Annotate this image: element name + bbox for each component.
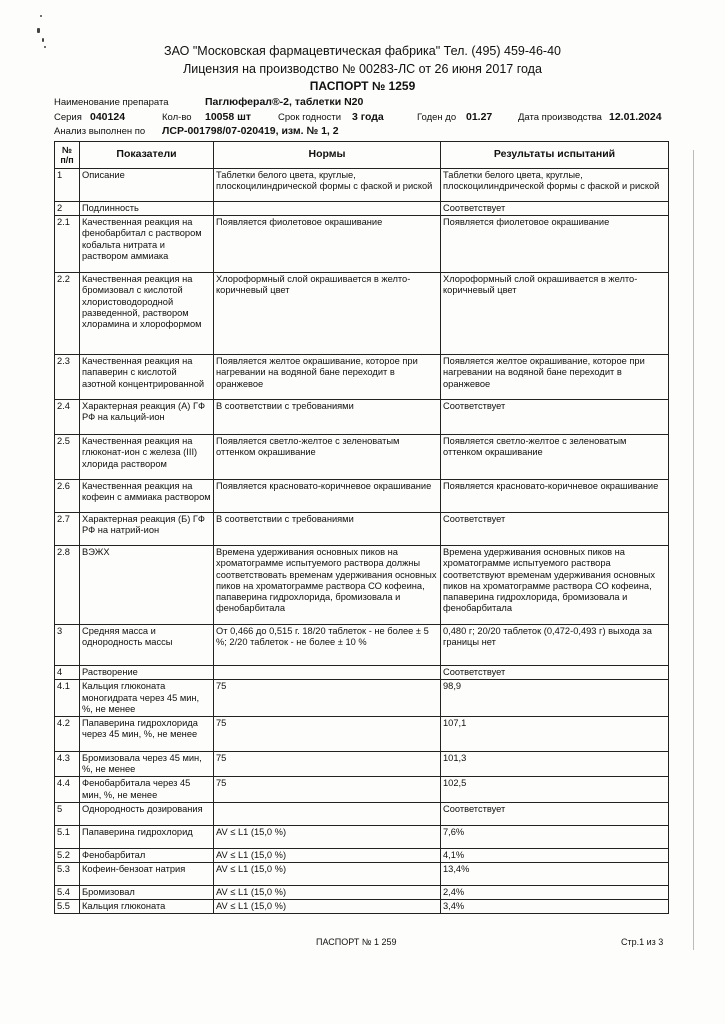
license-line: Лицензия на производство № 00283-ЛС от 26 июня 2017 года (183, 62, 542, 76)
table-row (55, 886, 669, 900)
company-line: ЗАО "Московская фармацевтическая фабрика" Тел. (495) 459-46-40 (164, 44, 561, 58)
table-row (55, 400, 669, 435)
series-value: 040124 (90, 111, 126, 123)
row-norm: В соответствии с требованиями (214, 513, 441, 546)
table-row (55, 666, 669, 680)
row-indicator: Растворение (80, 666, 214, 680)
row-norm: В соответствии с требованиями (214, 400, 441, 435)
table-row (55, 435, 669, 480)
table-row (55, 863, 669, 886)
row-result: Соответствует (441, 400, 669, 435)
row-result: Появляется светло-желтое с зеленоватым оттенком окрашивание (441, 435, 669, 480)
row-indicator: Качественная реакция на кофеин с аммиака раствором (80, 480, 214, 513)
table-row (55, 717, 669, 752)
table-body (55, 169, 669, 914)
col-header-indicator: Показатели (80, 142, 214, 169)
row-result: 3,4% (441, 900, 669, 914)
col-header-norm: Нормы (214, 142, 441, 169)
row-number: 4 (55, 666, 80, 680)
row-number: 4.2 (55, 717, 80, 752)
table-row (55, 480, 669, 513)
expiry-value: 01.27 (466, 111, 493, 123)
row-result: Соответствует (441, 802, 669, 825)
row-number: 5 (55, 802, 80, 825)
row-result: 107,1 (441, 717, 669, 752)
row-norm (214, 666, 441, 680)
row-number: 2.6 (55, 480, 80, 513)
row-number: 5.2 (55, 848, 80, 862)
row-norm: 75 (214, 717, 441, 752)
quantity-value: 10058 шт (205, 111, 252, 123)
analysis-value: ЛСР-001798/07-020419, изм. № 1, 2 (162, 125, 339, 137)
analysis-label: Анализ выполнен по (54, 126, 146, 137)
page-number: Стр.1 из 3 (621, 937, 664, 947)
row-norm: 75 (214, 680, 441, 717)
row-indicator: Бромизовал (80, 886, 214, 900)
production-date-value: 12.01.2024 (609, 111, 662, 123)
row-norm (214, 802, 441, 825)
row-result: 7,6% (441, 825, 669, 848)
row-norm: AV ≤ L1 (15,0 %) (214, 848, 441, 862)
table-row (55, 546, 669, 625)
row-result: Хлороформный слой окрашивается в желто-коричневый цвет (441, 273, 669, 355)
table-row (55, 273, 669, 355)
footer-passport-number: ПАСПОРТ № 1 259 (316, 937, 397, 947)
row-number: 4.1 (55, 680, 80, 717)
row-result: 4,1% (441, 848, 669, 862)
row-norm: AV ≤ L1 (15,0 %) (214, 900, 441, 914)
row-indicator: Однородность дозирования (80, 802, 214, 825)
table-row (55, 680, 669, 717)
row-norm: Таблетки белого цвета, круглые, плоскоцилиндрической формы с фаской и риской (214, 169, 441, 202)
row-indicator: Качественная реакция на глюконат-ион с железа (III) хлорида раствором (80, 435, 214, 480)
passport-title: ПАСПОРТ № 1259 (309, 79, 416, 93)
row-indicator: Качественная реакция на папаверин с кислотой азотной концентрированной (80, 355, 214, 400)
row-result: 13,4% (441, 863, 669, 886)
row-number: 2.3 (55, 355, 80, 400)
table-row (55, 513, 669, 546)
row-result: Соответствует (441, 666, 669, 680)
series-label: Серия (54, 112, 82, 123)
row-number: 5.1 (55, 825, 80, 848)
shelf-life-value: 3 года (352, 111, 384, 123)
row-indicator: Кальция глюконата моногидрата через 45 мин, %, не менее (80, 680, 214, 717)
scan-edge-line (693, 150, 694, 950)
row-number: 2.5 (55, 435, 80, 480)
row-norm: Времена удерживания основных пиков на хроматограмме испытуемого раствора должны соответствовать временам удерживания основных пиков на хроматограмме раствора СО кофеина, папаверина гидрохлорида, бромизовала и фенобарбитала (214, 546, 441, 625)
shelf-life-label: Срок годности (278, 112, 342, 123)
table-row (55, 216, 669, 273)
row-norm (214, 202, 441, 216)
col-header-result: Результаты испытаний (441, 142, 669, 169)
row-number: 2.7 (55, 513, 80, 546)
row-norm: Появляется фиолетовое окрашивание (214, 216, 441, 273)
row-result: 102,5 (441, 777, 669, 802)
row-number: 2.8 (55, 546, 80, 625)
table-row (55, 900, 669, 914)
row-norm: 75 (214, 752, 441, 777)
table-header-row (55, 142, 669, 169)
row-indicator: Подлинность (80, 202, 214, 216)
row-indicator: Описание (80, 169, 214, 202)
row-result: Таблетки белого цвета, круглые, плоскоцилиндрической формы с фаской и риской (441, 169, 669, 202)
table-row (55, 202, 669, 216)
row-number: 5.3 (55, 863, 80, 886)
table-row (55, 625, 669, 666)
product-name-value: Паглюферал®-2, таблетки N20 (205, 96, 364, 108)
row-indicator: Характерная реакция (А) ГФ РФ на кальций-ион (80, 400, 214, 435)
row-result: 0,480 г; 20/20 таблеток (0,472-0,493 г) выхода за границы нет (441, 625, 669, 666)
row-indicator: ВЭЖХ (80, 546, 214, 625)
row-result: 2,4% (441, 886, 669, 900)
row-result: Появляется фиолетовое окрашивание (441, 216, 669, 273)
row-result: Появляется красновато-коричневое окрашивание (441, 480, 669, 513)
table-row (55, 848, 669, 862)
row-number: 2 (55, 202, 80, 216)
row-norm: AV ≤ L1 (15,0 %) (214, 886, 441, 900)
row-indicator: Средняя масса и однородность массы (80, 625, 214, 666)
table-row (55, 825, 669, 848)
row-number: 1 (55, 169, 80, 202)
scan-speck (37, 28, 40, 33)
row-number: 4.3 (55, 752, 80, 777)
scan-speck (40, 15, 42, 17)
row-indicator: Качественная реакция на бромизовал с кислотой хлористоводородной разведенной, раствором хлорамина и хлороформом (80, 273, 214, 355)
row-number: 5.5 (55, 900, 80, 914)
table-row (55, 777, 669, 802)
row-indicator: Кофеин-бензоат натрия (80, 863, 214, 886)
row-indicator: Кальция глюконата (80, 900, 214, 914)
row-result: Появляется желтое окрашивание, которое при нагревании на водяной бане переходит в оранжевое (441, 355, 669, 400)
row-norm: Появляется желтое окрашивание, которое при нагревании на водяной бане переходит в оранжевое (214, 355, 441, 400)
row-number: 2.2 (55, 273, 80, 355)
row-norm: AV ≤ L1 (15,0 %) (214, 863, 441, 886)
row-indicator: Фенобарбитала через 45 мин, %, не менее (80, 777, 214, 802)
product-name-label: Наименование препарата (54, 97, 169, 108)
row-number: 5.4 (55, 886, 80, 900)
row-norm: 75 (214, 777, 441, 802)
row-norm: Хлороформный слой окрашивается в желто-коричневый цвет (214, 273, 441, 355)
row-indicator: Папаверина гидрохлорида через 45 мин, %, не менее (80, 717, 214, 752)
col-header-number: № п/п (55, 142, 80, 169)
row-number: 2.1 (55, 216, 80, 273)
quantity-label: Кол-во (162, 112, 192, 123)
table-row (55, 355, 669, 400)
table-row (55, 752, 669, 777)
row-result: 101,3 (441, 752, 669, 777)
row-indicator: Папаверина гидрохлорид (80, 825, 214, 848)
row-number: 4.4 (55, 777, 80, 802)
row-indicator: Характерная реакция (Б) ГФ РФ на натрий-ион (80, 513, 214, 546)
row-norm: AV ≤ L1 (15,0 %) (214, 825, 441, 848)
row-result: Времена удерживания основных пиков на хроматограмме испытуемого раствора соответствуют временам удерживания основных пиков на хроматограмме раствора СО кофеина, папаверина гидрохлорида, бромизовала и фенобарбитала (441, 546, 669, 625)
row-result: 98,9 (441, 680, 669, 717)
row-number: 3 (55, 625, 80, 666)
table-row (55, 169, 669, 202)
row-result: Соответствует (441, 513, 669, 546)
row-norm: От 0,466 до 0,515 г. 18/20 таблеток - не более ± 5 %; 2/20 таблеток - не более ± 10 % (214, 625, 441, 666)
table-row (55, 802, 669, 825)
row-norm: Появляется светло-желтое с зеленоватым оттенком окрашивание (214, 435, 441, 480)
production-date-label: Дата производства (518, 112, 602, 123)
row-indicator: Качественная реакция на фенобарбитал с раствором кобальта нитрата и раствором аммиака (80, 216, 214, 273)
expiry-label: Годен до (417, 112, 457, 123)
row-norm: Появляется красновато-коричневое окрашивание (214, 480, 441, 513)
results-table (54, 141, 669, 914)
row-indicator: Фенобарбитал (80, 848, 214, 862)
scan-speck (42, 38, 44, 42)
row-number: 2.4 (55, 400, 80, 435)
row-result: Соответствует (441, 202, 669, 216)
row-indicator: Бромизовала через 45 мин, %, не менее (80, 752, 214, 777)
